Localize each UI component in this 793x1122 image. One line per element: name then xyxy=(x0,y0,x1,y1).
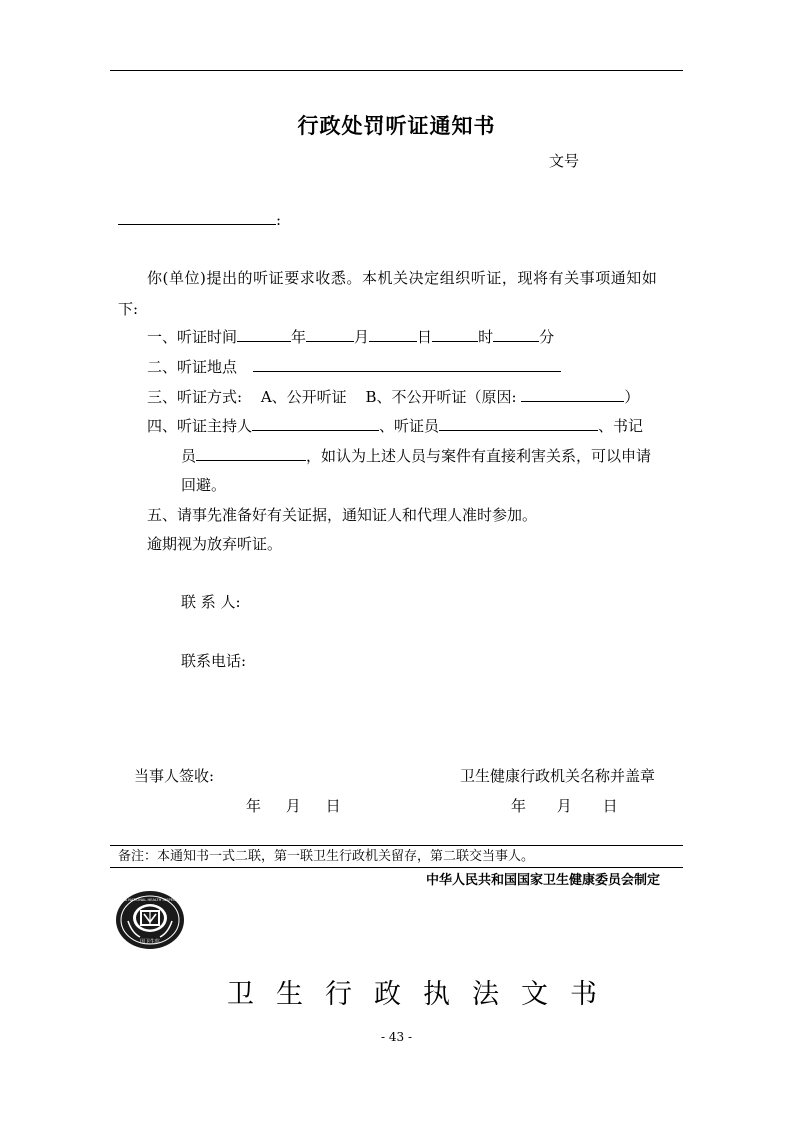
hearing-location-label: 二、听证地点 xyxy=(147,358,238,376)
year-label: 年 xyxy=(291,328,307,346)
day-label: 日 xyxy=(417,328,433,346)
footer-char: 卫 xyxy=(227,979,254,1010)
hour-label: 时 xyxy=(478,328,494,346)
intro-line-2: 下: xyxy=(118,300,139,318)
footer-char: 行 xyxy=(325,979,352,1010)
hearing-time-label: 一、听证时间 xyxy=(147,328,238,346)
footer-char: 法 xyxy=(472,979,499,1010)
emblem-icon xyxy=(114,889,186,951)
contact-phone-label: 联系电话: xyxy=(181,652,247,670)
minute-label: 分 xyxy=(539,328,555,346)
authority-seal-label: 卫生健康行政机关名称并盖章 xyxy=(460,767,656,785)
note-rule-top xyxy=(110,845,683,846)
addressee-blank xyxy=(118,210,276,225)
item-hearing-mode xyxy=(147,387,639,407)
issuer-text: 中华人民共和国国家卫生健康委员会制定 xyxy=(426,873,661,888)
day-blank xyxy=(369,327,417,342)
top-rule xyxy=(110,70,683,71)
date-right-day: 日 xyxy=(602,797,618,815)
date-left-day: 日 xyxy=(325,797,341,815)
document-title: 行政处罚听证通知书 xyxy=(297,114,496,138)
item-hearing-staff-line2 xyxy=(181,446,651,466)
addressee-line xyxy=(118,210,281,230)
hearer-blank xyxy=(439,416,598,431)
minute-blank xyxy=(493,327,539,342)
date-right-month: 月 xyxy=(556,797,572,815)
party-sign-label: 当事人签收: xyxy=(134,767,215,785)
item-prepare-evidence: 五、请事先准备好有关证据，通知证人和代理人准时参加。 xyxy=(147,506,538,524)
footer-char: 书 xyxy=(570,979,597,1010)
clerk-label: 、书记 xyxy=(598,417,644,435)
page-number: - 43 - xyxy=(380,1030,412,1044)
footer-char: 执 xyxy=(423,979,450,1010)
intro-line-1: 你(单位)提出的听证要求收悉。本机关决定组织听证，现将有关事项通知如 xyxy=(147,269,658,287)
health-inspection-emblem xyxy=(114,889,186,951)
emblem-bottom-text: 国卫生监 xyxy=(139,939,161,945)
recusal-text: ，如认为上述人员与案件有直接利害关系，可以申请 xyxy=(306,447,652,465)
date-left-month: 月 xyxy=(285,797,301,815)
addressee-colon: : xyxy=(276,211,282,229)
recusal-end: 回避。 xyxy=(181,476,227,494)
date-right xyxy=(511,796,618,816)
date-left-year: 年 xyxy=(246,797,262,815)
location-blank xyxy=(253,357,561,372)
option-private: B、不公开听证（原因: xyxy=(365,388,517,406)
month-label: 月 xyxy=(354,328,370,346)
host-label: 四、听证主持人 xyxy=(147,417,253,435)
host-blank xyxy=(252,416,379,431)
footer-char: 文 xyxy=(521,979,548,1010)
footer-char: 生 xyxy=(276,979,303,1010)
hour-blank xyxy=(432,327,478,342)
date-right-year: 年 xyxy=(511,797,527,815)
item-hearing-staff xyxy=(147,416,643,436)
emblem-ring-text: CHINA NATIONAL HEALTH INSPECTION xyxy=(115,898,185,902)
contact-person-label: 联 系 人: xyxy=(181,593,241,611)
year-blank xyxy=(237,327,291,342)
footer-title xyxy=(227,978,597,1012)
option-public: A、公开听证 xyxy=(260,388,347,406)
hearer-label: 、听证员 xyxy=(379,417,440,435)
overdue-note: 逾期视为放弃听证。 xyxy=(147,535,283,553)
clerk-label-end: 员 xyxy=(181,447,197,465)
month-blank xyxy=(306,327,354,342)
note-text: 备注：本通知书一式二联，第一联卫生行政机关留存，第二联交当事人。 xyxy=(118,849,535,864)
date-left xyxy=(246,796,341,816)
reason-close: ） xyxy=(624,388,640,406)
clerk-blank xyxy=(196,446,306,461)
doc-number-label: 文号 xyxy=(549,152,580,170)
reason-blank xyxy=(521,387,624,402)
hearing-mode-label: 三、听证方式: xyxy=(147,388,243,406)
footer-char: 政 xyxy=(374,979,401,1010)
note-rule-bottom xyxy=(110,867,683,868)
item-hearing-time xyxy=(147,327,554,347)
item-hearing-location xyxy=(147,357,561,377)
